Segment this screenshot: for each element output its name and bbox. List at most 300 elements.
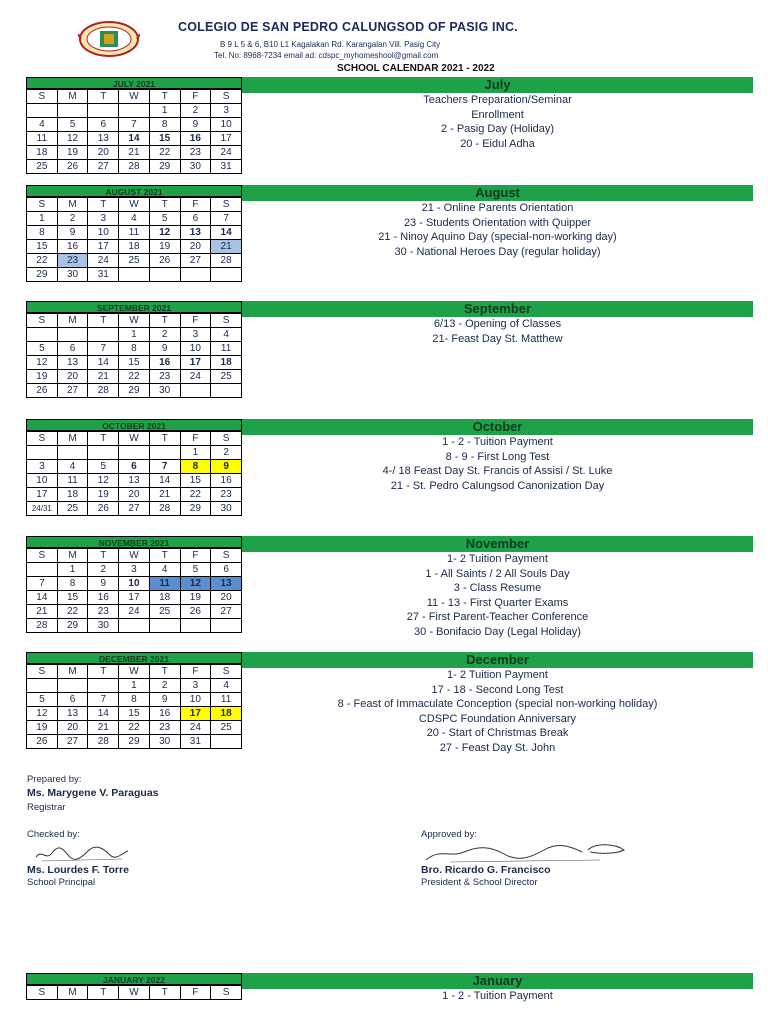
calendar-day <box>27 563 58 577</box>
calendar-day: 8 <box>57 577 88 591</box>
calendar-day: 1 <box>119 328 150 342</box>
calendar-day: 10 <box>211 118 242 132</box>
prepared-label: Prepared by: <box>27 774 82 785</box>
calendar-day: 9 <box>149 693 180 707</box>
calendar-day <box>57 328 88 342</box>
mini-calendar <box>26 973 242 1000</box>
event-item: 3 - Class Resume <box>453 582 542 594</box>
calendar-week-row <box>27 721 242 735</box>
calendar-day <box>119 619 150 633</box>
calendar-day: 14 <box>88 707 119 721</box>
checked-label: Checked by: <box>27 829 80 840</box>
calendar-day: 4 <box>27 118 58 132</box>
calendar-month-label: NOVEMBER 2021 <box>26 536 242 548</box>
calendar-day: 3 <box>27 460 58 474</box>
events-panel <box>242 973 753 1004</box>
calendar-title: SCHOOL CALENDAR 2021 - 2022 <box>337 63 495 74</box>
calendar-day: 17 <box>27 488 58 502</box>
calendar-day: 11 <box>211 342 242 356</box>
calendar-day: 13 <box>88 132 119 146</box>
events-list <box>242 435 753 493</box>
calendar-day: 27 <box>211 605 242 619</box>
calendar-day: 19 <box>180 591 211 605</box>
calendar-day: 4 <box>149 563 180 577</box>
weekday-header: S <box>27 314 58 328</box>
event-item: 23 - Students Orientation with Quipper <box>403 216 592 229</box>
event-item: 1 - 2 - Tuition Payment <box>442 436 553 448</box>
calendar-day: 8 <box>27 226 58 240</box>
calendar-day: 25 <box>57 502 88 516</box>
event-item: 27 - First Parent-Teacher Conference <box>406 611 589 623</box>
school-seal-logo <box>78 20 140 58</box>
calendar-day: 26 <box>88 502 119 516</box>
calendar-day: 6 <box>88 118 119 132</box>
calendar-day <box>27 679 58 693</box>
calendar-day: 30 <box>57 268 88 282</box>
weekday-header: T <box>149 198 180 212</box>
calendar-grid <box>26 985 242 1000</box>
weekday-header-row <box>27 198 242 212</box>
mini-calendar <box>26 301 242 398</box>
calendar-day: 18 <box>211 707 242 721</box>
weekday-header: M <box>57 314 88 328</box>
calendar-day: 20 <box>57 370 88 384</box>
weekday-header-row <box>27 549 242 563</box>
events-panel <box>242 77 753 151</box>
calendar-day: 27 <box>119 502 150 516</box>
calendar-day: 20 <box>88 146 119 160</box>
calendar-day: 4 <box>211 679 242 693</box>
events-month-title: July <box>242 77 753 93</box>
calendar-day: 3 <box>211 104 242 118</box>
calendar-day: 6 <box>57 342 88 356</box>
calendar-day: 18 <box>119 240 150 254</box>
events-month-title: August <box>242 185 753 201</box>
calendar-day: 11 <box>57 474 88 488</box>
calendar-grid <box>26 197 242 282</box>
calendar-day: 23 <box>88 605 119 619</box>
calendar-day: 19 <box>149 240 180 254</box>
calendar-day: 7 <box>149 460 180 474</box>
event-item: 21- Feast Day St. Matthew <box>432 332 563 345</box>
calendar-day <box>119 446 150 460</box>
weekday-header: F <box>180 198 211 212</box>
weekday-header: M <box>57 665 88 679</box>
approved-name: Bro. Ricardo G. Francisco <box>421 864 551 876</box>
calendar-day: 10 <box>180 693 211 707</box>
calendar-day: 25 <box>119 254 150 268</box>
event-item: 27 - Feast Day St. John <box>439 741 556 754</box>
weekday-header: S <box>211 986 242 1000</box>
calendar-day: 3 <box>88 212 119 226</box>
mini-calendar <box>26 185 242 282</box>
calendar-day: 4 <box>57 460 88 474</box>
calendar-day: 13 <box>119 474 150 488</box>
calendar-day: 7 <box>88 342 119 356</box>
calendar-week-row <box>27 254 242 268</box>
calendar-day: 8 <box>119 693 150 707</box>
weekday-header: W <box>119 432 150 446</box>
event-item: 17 - 18 - Second Long Test <box>431 683 564 696</box>
calendar-day <box>211 384 242 398</box>
calendar-week-row <box>27 488 242 502</box>
calendar-week-row <box>27 212 242 226</box>
calendar-day: 26 <box>180 605 211 619</box>
weekday-header: T <box>88 986 119 1000</box>
calendar-day: 20 <box>57 721 88 735</box>
calendar-day: 9 <box>88 577 119 591</box>
calendar-day: 18 <box>27 146 58 160</box>
calendar-month-label: DECEMBER 2021 <box>26 652 242 664</box>
calendar-day: 31 <box>211 160 242 174</box>
calendar-day <box>27 446 58 460</box>
calendar-day: 19 <box>57 146 88 160</box>
calendar-day: 16 <box>211 474 242 488</box>
weekday-header: T <box>149 314 180 328</box>
calendar-day: 27 <box>57 735 88 749</box>
calendar-day: 9 <box>211 460 242 474</box>
calendar-week-row <box>27 591 242 605</box>
calendar-day: 11 <box>119 226 150 240</box>
weekday-header: T <box>88 549 119 563</box>
calendar-day: 8 <box>149 118 180 132</box>
calendar-day: 7 <box>119 118 150 132</box>
events-list <box>242 668 753 755</box>
calendar-day: 12 <box>149 226 180 240</box>
weekday-header: T <box>149 90 180 104</box>
event-item: Enrollment <box>471 108 524 121</box>
prepared-title: Registrar <box>27 802 66 813</box>
calendar-week-row <box>27 619 242 633</box>
weekday-header: W <box>119 549 150 563</box>
calendar-day: 3 <box>180 328 211 342</box>
approved-label: Approved by: <box>421 829 477 840</box>
calendar-week-row <box>27 118 242 132</box>
calendar-day: 18 <box>149 591 180 605</box>
calendar-day: 16 <box>57 240 88 254</box>
calendar-day: 10 <box>180 342 211 356</box>
calendar-day: 29 <box>27 268 58 282</box>
school-name: COLEGIO DE SAN PEDRO CALUNGSOD OF PASIG INC. <box>178 20 518 34</box>
calendar-day: 16 <box>180 132 211 146</box>
weekday-header: W <box>119 90 150 104</box>
weekday-header: S <box>27 432 58 446</box>
calendar-day <box>149 446 180 460</box>
mini-calendar <box>26 419 242 516</box>
calendar-week-row <box>27 605 242 619</box>
calendar-day: 14 <box>211 226 242 240</box>
event-item: 1- 2 Tuition Payment <box>447 553 548 565</box>
weekday-header-row <box>27 314 242 328</box>
calendar-day <box>119 104 150 118</box>
calendar-day <box>57 679 88 693</box>
event-item: 11 - 13 - First Quarter Exams <box>426 596 569 609</box>
weekday-header: S <box>27 198 58 212</box>
calendar-day: 28 <box>27 619 58 633</box>
calendar-week-row <box>27 328 242 342</box>
calendar-day: 6 <box>211 563 242 577</box>
calendar-day: 19 <box>27 721 58 735</box>
calendar-day <box>27 328 58 342</box>
calendar-day: 30 <box>180 160 211 174</box>
event-item: 20 - Eidul Adha <box>460 137 535 150</box>
calendar-month-label: SEPTEMBER 2021 <box>26 301 242 313</box>
weekday-header: F <box>180 549 211 563</box>
weekday-header: T <box>88 314 119 328</box>
calendar-day: 14 <box>88 356 119 370</box>
event-item: 6/13 - Opening of Classes <box>433 318 562 330</box>
calendar-day: 7 <box>211 212 242 226</box>
calendar-day: 24 <box>88 254 119 268</box>
calendar-day: 16 <box>149 707 180 721</box>
calendar-day: 5 <box>149 212 180 226</box>
calendar-day: 4 <box>211 328 242 342</box>
calendar-day: 21 <box>88 721 119 735</box>
calendar-week-row <box>27 384 242 398</box>
weekday-header: S <box>211 198 242 212</box>
calendar-day: 26 <box>27 384 58 398</box>
mini-calendar <box>26 652 242 749</box>
events-month-title: September <box>242 301 753 317</box>
weekday-header: W <box>119 986 150 1000</box>
calendar-day: 2 <box>149 679 180 693</box>
calendar-day: 30 <box>149 735 180 749</box>
calendar-day: 2 <box>149 328 180 342</box>
weekday-header: F <box>180 314 211 328</box>
event-item: 30 - National Heroes Day (regular holiday) <box>394 245 601 258</box>
weekday-header: T <box>88 665 119 679</box>
weekday-header: M <box>57 90 88 104</box>
event-item: 21 - Online Parents Orientation <box>421 202 574 214</box>
calendar-day: 10 <box>88 226 119 240</box>
calendar-day: 5 <box>27 693 58 707</box>
calendar-day: 31 <box>180 735 211 749</box>
prepared-name: Ms. Marygene V. Paraguas <box>27 787 159 799</box>
weekday-header: T <box>88 198 119 212</box>
calendar-day <box>119 268 150 282</box>
calendar-day: 30 <box>88 619 119 633</box>
calendar-day: 6 <box>180 212 211 226</box>
mini-calendar <box>26 77 242 174</box>
calendar-week-row <box>27 240 242 254</box>
event-item: 2 - Pasig Day (Holiday) <box>440 123 555 135</box>
calendar-week-row <box>27 679 242 693</box>
calendar-day: 25 <box>211 721 242 735</box>
event-item: 1- 2 Tuition Payment <box>447 669 548 681</box>
calendar-day: 2 <box>180 104 211 118</box>
calendar-day: 1 <box>27 212 58 226</box>
calendar-day: 1 <box>57 563 88 577</box>
calendar-day: 13 <box>180 226 211 240</box>
weekday-header: S <box>27 549 58 563</box>
calendar-month-label: OCTOBER 2021 <box>26 419 242 431</box>
event-item: Teachers Preparation/Seminar <box>423 94 572 106</box>
calendar-day: 5 <box>180 563 211 577</box>
calendar-grid <box>26 431 242 516</box>
calendar-day: 12 <box>88 474 119 488</box>
calendar-day: 23 <box>180 146 211 160</box>
calendar-day: 29 <box>119 735 150 749</box>
event-item: CDSPC Foundation Anniversary <box>418 712 577 725</box>
weekday-header: T <box>88 90 119 104</box>
calendar-week-row <box>27 132 242 146</box>
weekday-header: T <box>149 432 180 446</box>
calendar-week-row <box>27 356 242 370</box>
weekday-header: T <box>149 986 180 1000</box>
calendar-day: 15 <box>57 591 88 605</box>
checked-title: School Principal <box>27 877 96 888</box>
weekday-header: S <box>27 986 58 1000</box>
calendar-month-label: JANUARY 2022 <box>26 973 242 985</box>
calendar-day: 10 <box>27 474 58 488</box>
calendar-day <box>180 619 211 633</box>
calendar-day: 13 <box>57 707 88 721</box>
calendar-day: 21 <box>149 488 180 502</box>
weekday-header: S <box>27 665 58 679</box>
weekday-header: W <box>119 198 150 212</box>
calendar-day <box>88 679 119 693</box>
calendar-day: 28 <box>149 502 180 516</box>
calendar-month-label: AUGUST 2021 <box>26 185 242 197</box>
school-address: B 9 L 5 & 6, B10 L1 Kagalakan Rd. Karangalan Vill. Pasig City <box>220 40 441 49</box>
calendar-week-row <box>27 693 242 707</box>
calendar-day: 17 <box>88 240 119 254</box>
document-header <box>0 0 768 80</box>
event-item: 8 - Feast of Immaculate Conception (special non-working holiday) <box>337 698 658 710</box>
calendar-day: 29 <box>149 160 180 174</box>
calendar-day: 2 <box>211 446 242 460</box>
calendar-day: 29 <box>119 384 150 398</box>
calendar-day: 23 <box>211 488 242 502</box>
weekday-header: F <box>180 90 211 104</box>
calendar-grid <box>26 313 242 398</box>
calendar-day: 2 <box>88 563 119 577</box>
calendar-day: 17 <box>119 591 150 605</box>
calendar-day: 23 <box>149 721 180 735</box>
weekday-header: S <box>211 90 242 104</box>
calendar-day: 17 <box>180 356 211 370</box>
calendar-day <box>149 268 180 282</box>
calendar-grid <box>26 664 242 749</box>
calendar-day <box>88 328 119 342</box>
calendar-day <box>88 104 119 118</box>
weekday-header: M <box>57 198 88 212</box>
weekday-header: M <box>57 986 88 1000</box>
calendar-day: 14 <box>27 591 58 605</box>
calendar-day: 24 <box>211 146 242 160</box>
calendar-day: 20 <box>180 240 211 254</box>
school-contact: Tel. No: 8968-7234 email ad: cdspc_myhomeshool@gmail.com <box>214 51 439 60</box>
calendar-day: 9 <box>57 226 88 240</box>
mini-calendar <box>26 536 242 633</box>
calendar-day: 22 <box>180 488 211 502</box>
weekday-header: S <box>211 432 242 446</box>
events-list <box>242 317 753 346</box>
weekday-header-row <box>27 432 242 446</box>
weekday-header: W <box>119 665 150 679</box>
weekday-header: T <box>149 665 180 679</box>
event-item: 21 - St. Pedro Calungsod Canonization Day <box>390 479 605 492</box>
calendar-day: 13 <box>57 356 88 370</box>
calendar-day: 26 <box>57 160 88 174</box>
calendar-day: 28 <box>119 160 150 174</box>
calendar-day: 8 <box>180 460 211 474</box>
calendar-day: 4 <box>119 212 150 226</box>
calendar-week-row <box>27 160 242 174</box>
event-item: 8 - 9 - First Long Test <box>445 450 550 463</box>
calendar-day: 29 <box>180 502 211 516</box>
calendar-day: 19 <box>88 488 119 502</box>
calendar-day: 5 <box>57 118 88 132</box>
weekday-header: F <box>180 432 211 446</box>
calendar-day: 14 <box>119 132 150 146</box>
calendar-week-row <box>27 104 242 118</box>
calendar-day: 29 <box>57 619 88 633</box>
events-panel <box>242 652 753 755</box>
calendar-day: 8 <box>119 342 150 356</box>
calendar-day: 19 <box>27 370 58 384</box>
calendar-week-row <box>27 474 242 488</box>
calendar-day: 2 <box>57 212 88 226</box>
calendar-day: 14 <box>149 474 180 488</box>
calendar-day: 1 <box>119 679 150 693</box>
events-month-title: December <box>242 652 753 668</box>
calendar-day: 11 <box>211 693 242 707</box>
calendar-day: 3 <box>180 679 211 693</box>
calendar-day: 6 <box>119 460 150 474</box>
calendar-day: 25 <box>27 160 58 174</box>
calendar-day: 5 <box>88 460 119 474</box>
calendar-day: 31 <box>88 268 119 282</box>
calendar-day: 26 <box>27 735 58 749</box>
calendar-week-row <box>27 707 242 721</box>
calendar-day: 16 <box>88 591 119 605</box>
event-item: 1 - 2 - Tuition Payment <box>442 990 553 1002</box>
events-panel <box>242 185 753 259</box>
calendar-day: 6 <box>57 693 88 707</box>
calendar-week-row <box>27 370 242 384</box>
weekday-header: T <box>88 432 119 446</box>
calendar-day: 22 <box>119 721 150 735</box>
calendar-day: 27 <box>88 160 119 174</box>
calendar-day: 25 <box>149 605 180 619</box>
calendar-day: 28 <box>88 384 119 398</box>
calendar-day: 22 <box>119 370 150 384</box>
calendar-day: 3 <box>119 563 150 577</box>
weekday-header-row <box>27 986 242 1000</box>
calendar-day <box>57 104 88 118</box>
calendar-day: 15 <box>180 474 211 488</box>
calendar-day: 1 <box>180 446 211 460</box>
calendar-day <box>211 735 242 749</box>
calendar-day: 12 <box>27 356 58 370</box>
weekday-header: F <box>180 986 211 1000</box>
calendar-day: 18 <box>211 356 242 370</box>
calendar-week-row <box>27 735 242 749</box>
calendar-day: 18 <box>57 488 88 502</box>
event-item: 1 - All Saints / 2 All Souls Day <box>425 567 570 580</box>
weekday-header: W <box>119 314 150 328</box>
calendar-day: 28 <box>88 735 119 749</box>
weekday-header-row <box>27 665 242 679</box>
calendar-day <box>211 619 242 633</box>
event-item: 20 - Start of Christmas Break <box>426 727 569 739</box>
events-panel <box>242 301 753 346</box>
calendar-day: 21 <box>88 370 119 384</box>
calendar-day: 15 <box>149 132 180 146</box>
calendar-day: 22 <box>27 254 58 268</box>
calendar-day: 20 <box>211 591 242 605</box>
